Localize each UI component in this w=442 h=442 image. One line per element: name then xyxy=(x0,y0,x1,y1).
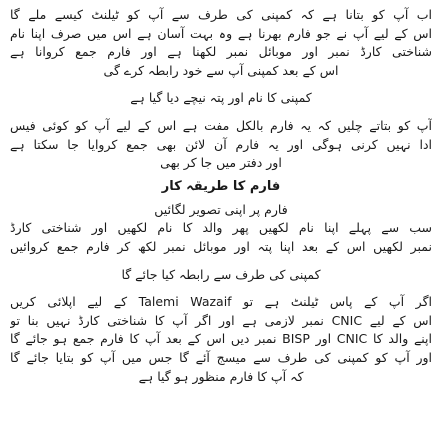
text-line: اور دفتر میں جا کر بھی xyxy=(160,155,282,171)
paragraph-procedure xyxy=(10,201,432,257)
text-line: اپنے والد کا CNIC اور BISP نمبر دیں اس کے بعد آپ کا فارم جمع ہو جائے گا xyxy=(10,331,432,347)
text-line: شناختی کارڈ نمبر اور موبائل نمبر لکھنا ہے اور فارم جمع کروانا ہے xyxy=(10,44,432,60)
paragraph-contact xyxy=(10,266,432,285)
text-line: کمپنی کی طرف سے رابطہ کیا جائے گا xyxy=(121,266,321,282)
text-line: نمبر لکھیں اس کے بعد اپنا پتہ اور موبائل نمبر لکھ کر فارم جمع کروائیں xyxy=(10,238,432,254)
paragraph-free-form xyxy=(10,117,432,173)
text-line: اگر آپ کے پاس ٹیلنٹ ہے تو Talemi Wazaif کے لیے اپلائی کریں xyxy=(10,294,432,310)
text-line: اس کے لیے CNIC نمبر لازمی ہے اور اگر آپ کا شناختی کارڈ نہیں بنا تو xyxy=(10,312,432,328)
text-line: اس کے لیے آپ نے جو فارم بھرنا ہے وہ بہت آسان ہے اس میں صرف اپنا نام xyxy=(10,25,432,41)
section-title: فارم کا طریقہ کار xyxy=(161,178,281,194)
text-line: کہ آپ کا فارم منظور ہو گیا ہے xyxy=(138,368,304,384)
text-line: آپ کو بتاتے چلیں کہ یہ فارم بالکل مفت ہے اس کے لیے آپ کو کوئی فیس xyxy=(10,117,432,133)
section-heading xyxy=(10,177,432,197)
text-line: کمپنی کا نام اور پتہ نیچے دیا گیا ہے xyxy=(130,90,312,106)
paragraph-apply xyxy=(10,293,432,386)
text-line: اور آپ کو کمپنی کی طرف سے میسج آئے گا جس میں آپ کو بتایا جائے گا xyxy=(10,349,432,365)
text-line: سب سے پہلے اپنا نام لکھیں پھر والد کا نام لکھیں اور شناختی کارڈ xyxy=(10,220,432,236)
text-line: فارم پر اپنی تصویر لگائیں xyxy=(154,201,288,217)
text-line: اس کے بعد کمپنی آپ سے خود رابطہ کرے گی xyxy=(103,62,339,78)
paragraph-company-note xyxy=(10,89,432,108)
text-line: ادا نہیں کرنی ہوگی اور یہ فارم آن لائن بھی جمع کروایا جا سکتا ہے xyxy=(10,136,432,152)
paragraph-intro xyxy=(10,6,432,80)
text-line: اب آپ کو بتانا ہے کہ کمپنی کی طرف سے آپ کو ٹیلنٹ کیسے ملے گا xyxy=(10,7,432,22)
